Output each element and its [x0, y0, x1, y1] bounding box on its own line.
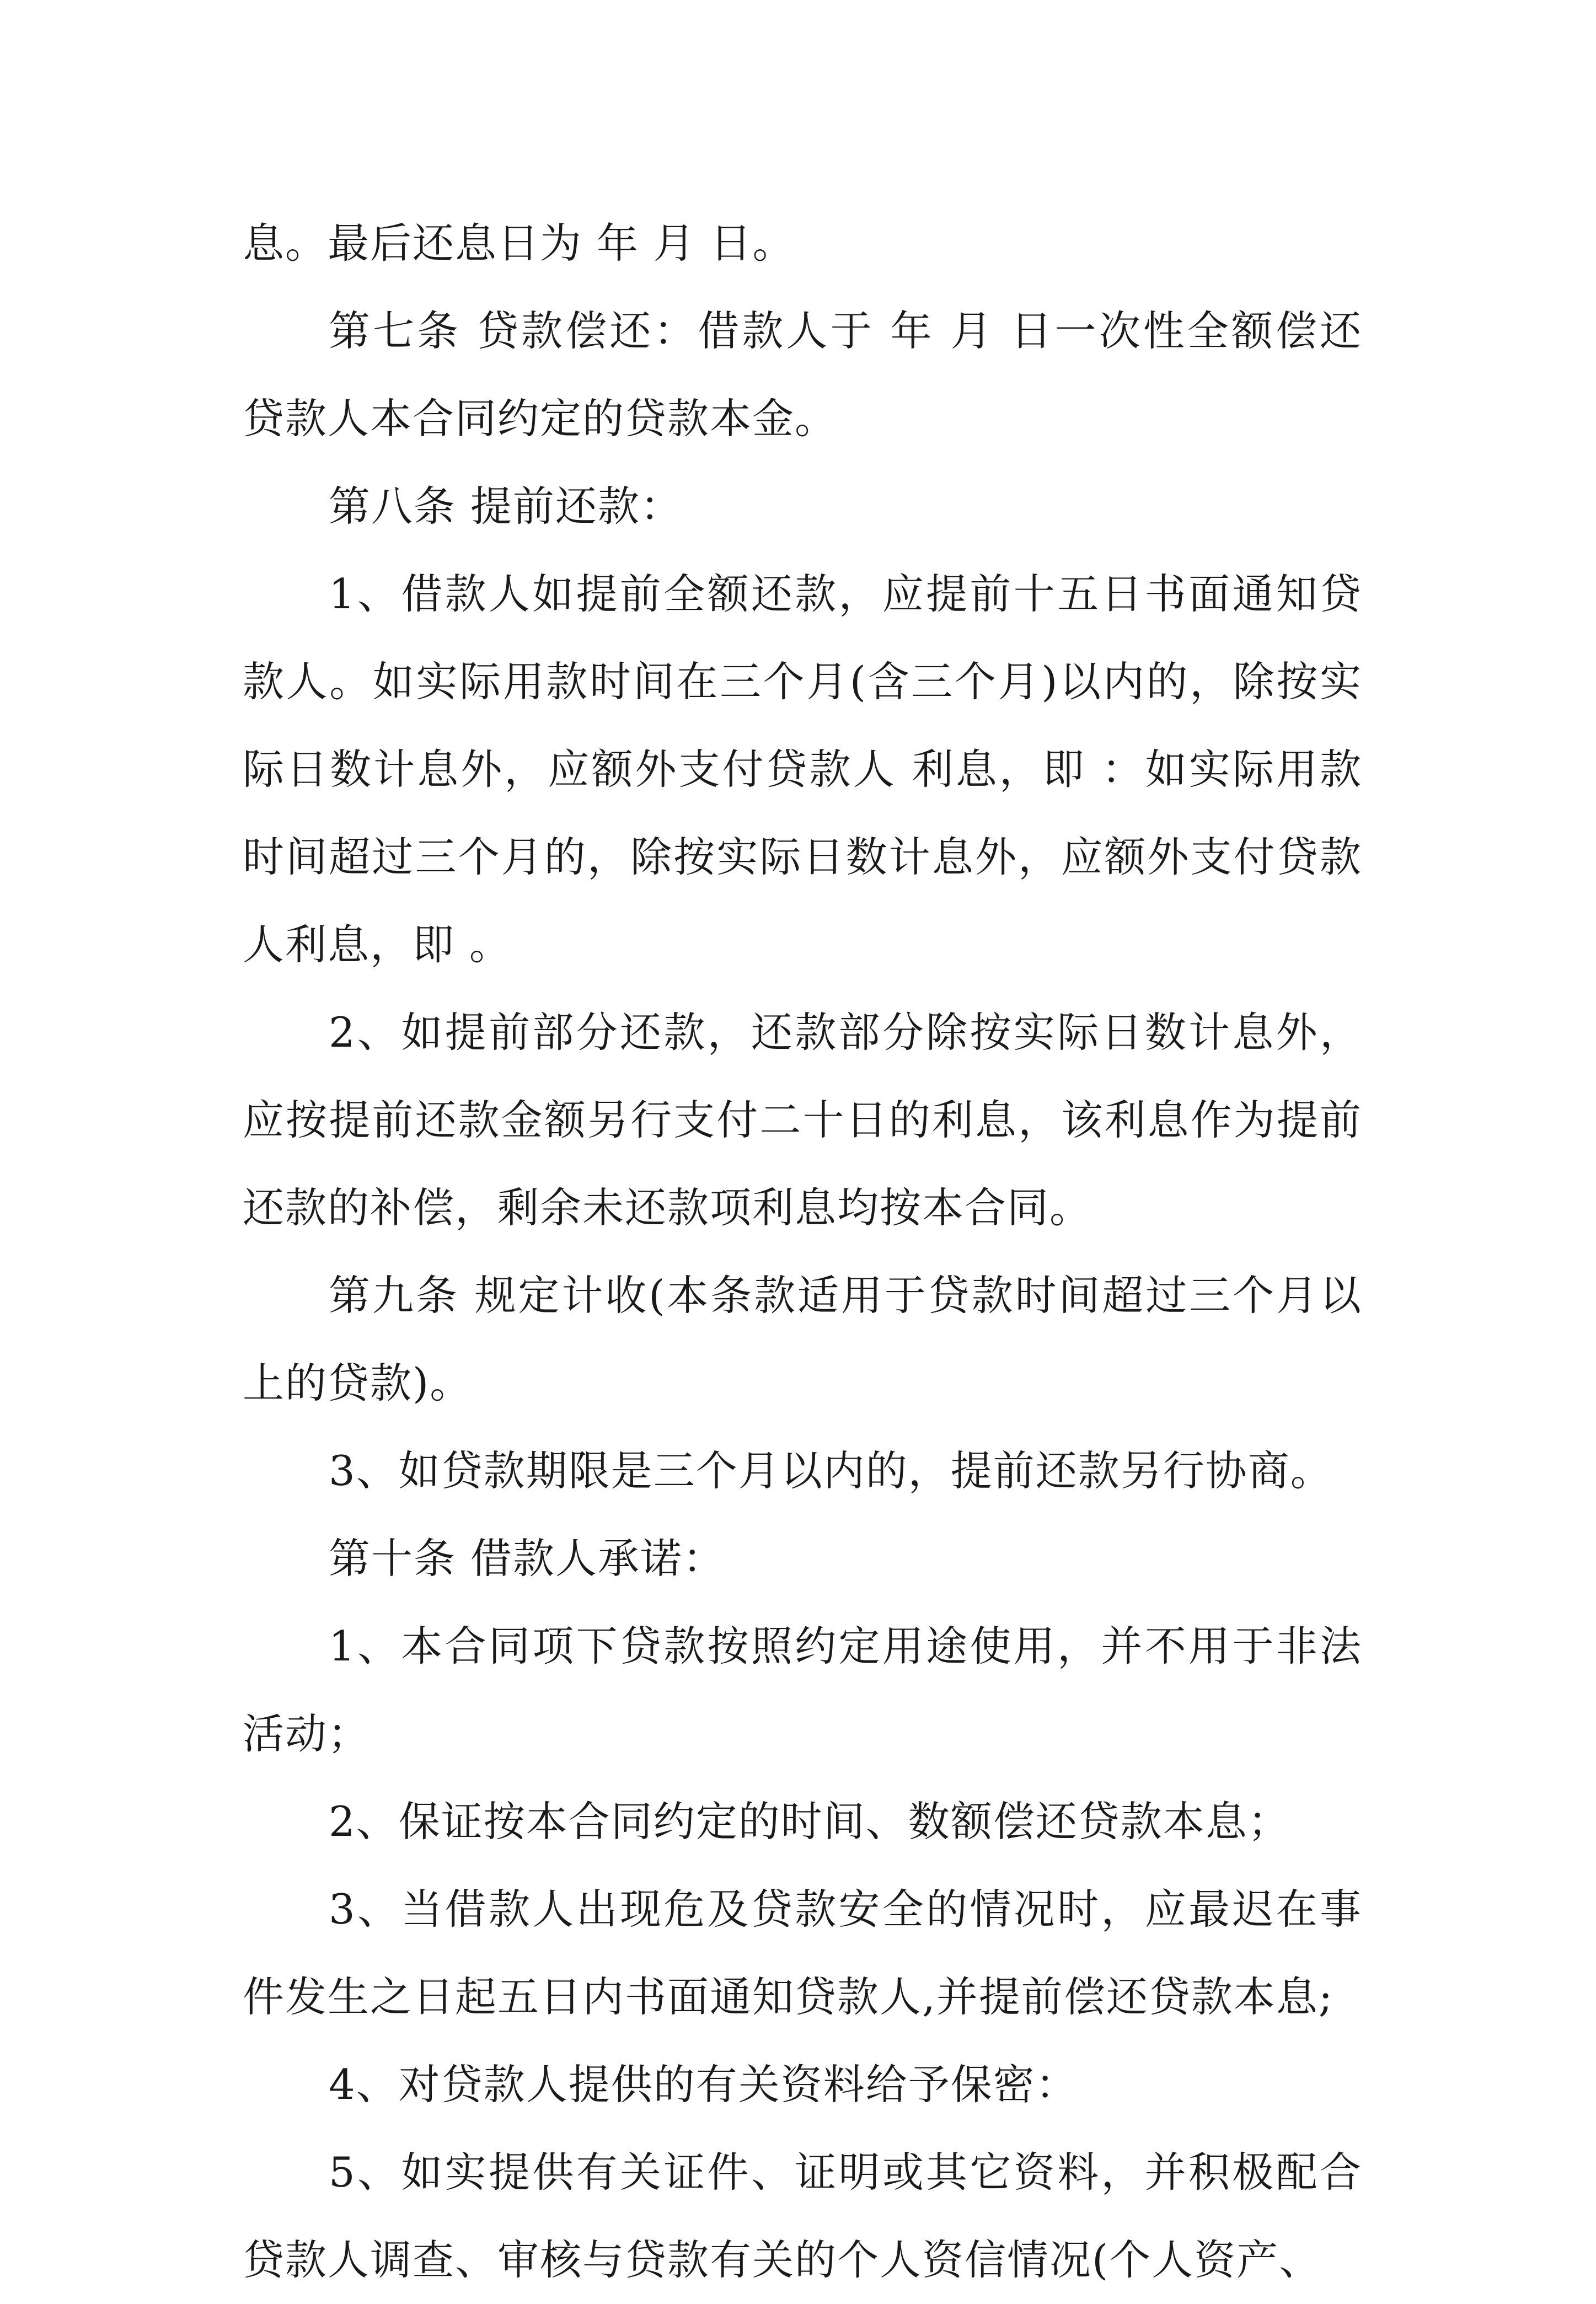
paragraph-article-8-item-2: 2、如提前部分还款，还款部分除按实际日数计息外，应按提前还款金额另行支付二十日的利息，该利息作为提前还款的补偿，剩余未还款项利息均按本合同。: [243, 1008, 1362, 1232]
paragraph-interest-end-date: 息。最后还息日为 年 月 日。: [243, 219, 795, 267]
paragraph-article-7: 第七条 贷款偿还：借款人于 年 月 日一次性全额偿还贷款人本合同约定的贷款本金。: [243, 307, 1362, 443]
paragraph-article-10-item-4: 4、对贷款人提供的有关资料给予保密：: [329, 2060, 1078, 2109]
paragraph-article-9-item-3: 3、如贷款期限是三个月以内的，提前还款另行协商。: [329, 1446, 1333, 1495]
paragraph-article-10-item-3: 3、当借款人出现危及贷款安全的情况时，应最迟在事件发生之日起五日内书面通知贷款人,并提前偿还贷款本息;: [243, 1885, 1362, 2021]
paragraph-article-8-heading: 第八条 提前还款：: [329, 482, 683, 531]
paragraph-article-8-item-1: 1、借款人如提前全额还款，应提前十五日书面通知贷款人。如实际用款时间在三个月(含三个月)以内的，除按实际日数计息外，应额外支付贷款人 利息，即 ：如实际用款时间超过三个月的，除按实际日数计息外，应额外支付贷款人利息，即 。: [243, 570, 1362, 969]
paragraph-article-10-item-1: 1、本合同项下贷款按照约定用途使用，并不用于非法活动；: [243, 1622, 1362, 1758]
paragraph-article-10-item-2: 2、保证按本合同约定的时间、数额偿还贷款本息；: [329, 1797, 1290, 1846]
paragraph-article-10-heading: 第十条 借款人承诺：: [329, 1534, 725, 1583]
document-body: [243, 200, 1362, 2304]
paragraph-article-9: 第九条 规定计收(本条款适用于贷款时间超过三个月以上的贷款)。: [243, 1271, 1362, 1407]
paragraph-article-10-item-5: 5、如实提供有关证件、证明或其它资料，并积极配合贷款人调查、审核与贷款有关的个人资信情况(个人资产、: [243, 2148, 1362, 2284]
